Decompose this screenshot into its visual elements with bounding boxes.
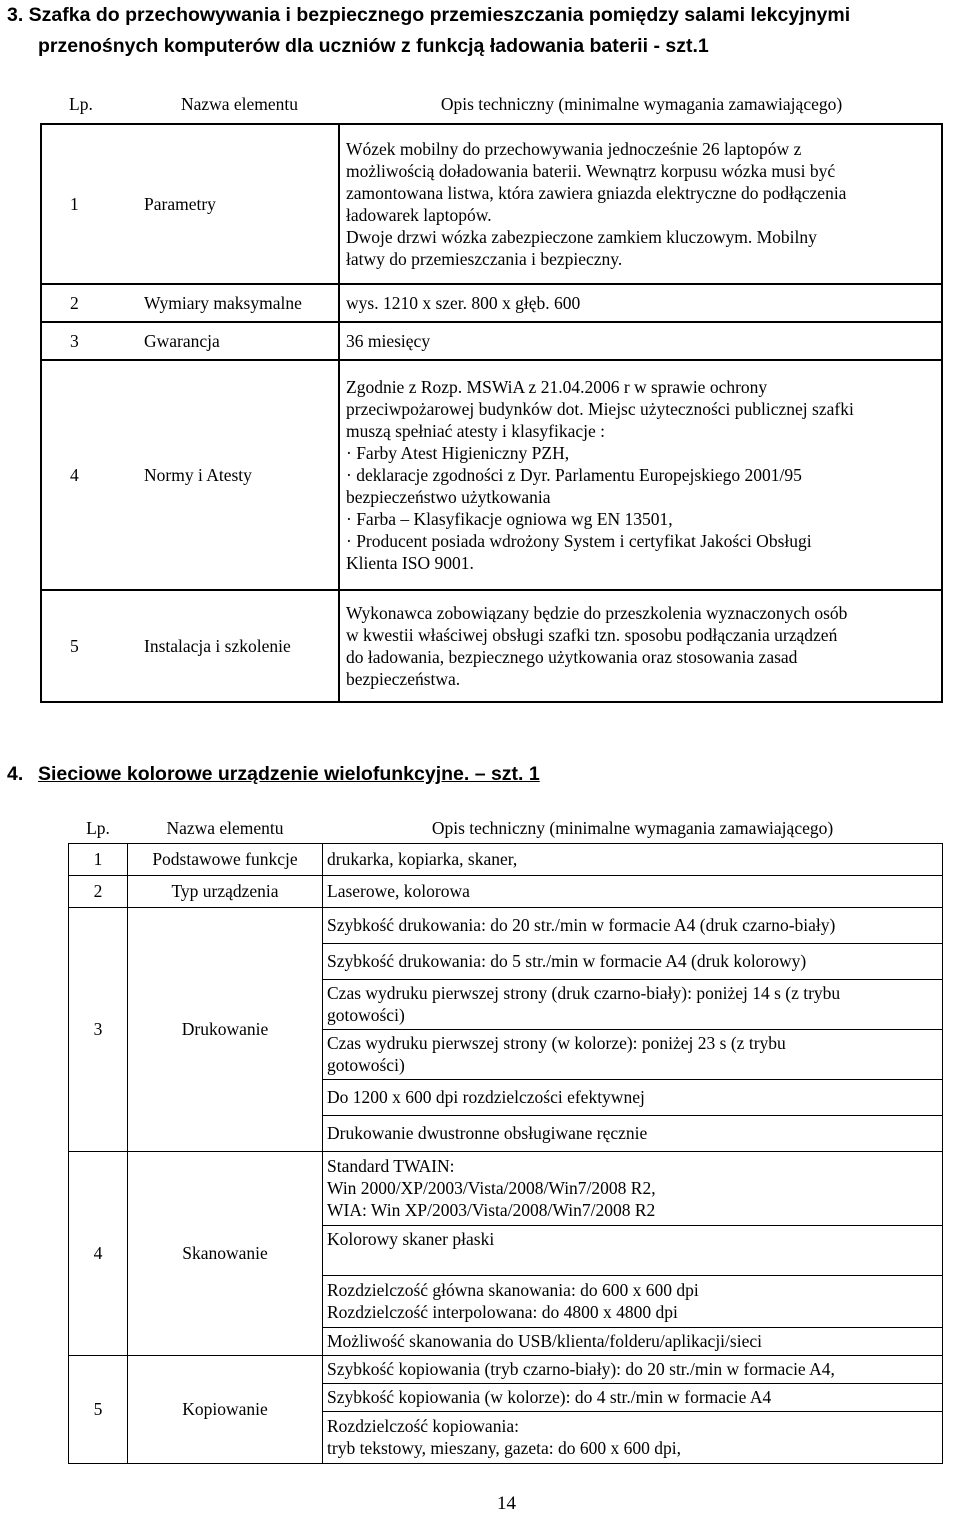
desc-line: · Farba – Klasyfikacje ogniowa wg EN 13501,	[346, 509, 673, 529]
row-lp: 5	[69, 1355, 128, 1463]
header-desc: Opis techniczny (minimalne wymagania zamawiającego)	[339, 84, 942, 124]
row-desc: wys. 1210 x szer. 800 x głęb. 600	[339, 284, 942, 322]
section-4-spec-table	[68, 813, 943, 1464]
desc-line: bezpieczeństwa.	[346, 669, 461, 689]
desc-line: przeciwpożarowej budynków dot. Miejsc użyteczności publicznej szafki	[346, 399, 854, 419]
row-desc	[339, 590, 942, 702]
row-lp: 2	[69, 875, 128, 907]
row-name: Kopiowanie	[128, 1355, 323, 1463]
spec-item: Szybkość drukowania: do 20 str./min w formacie A4 (druk czarno-biały)	[323, 907, 943, 943]
table-row	[41, 124, 942, 284]
section-3-heading-line-2: przenośnych komputerów dla uczniów z funkcją ładowania baterii - szt.1	[38, 35, 709, 57]
desc-line: bezpieczeństwo użytkowania	[346, 487, 551, 507]
row-desc	[339, 124, 942, 284]
row-name: Normy i Atesty	[140, 360, 339, 590]
spec-line: Czas wydruku pierwszej strony (w kolorze): poniżej 23 s (z trybu	[327, 1033, 786, 1053]
desc-line: łatwy do przemieszczania i bezpieczny.	[346, 249, 623, 269]
desc-line: · Farby Atest Higieniczny PZH,	[346, 443, 570, 463]
spec-item	[323, 1275, 943, 1327]
spec-item: Drukowanie dwustronne obsługiwane ręcznie	[323, 1115, 943, 1151]
spec-line: Rozdzielczość interpolowana: do 4800 x 4800 dpi	[327, 1302, 678, 1322]
spec-item	[323, 979, 943, 1029]
spec-item	[323, 1411, 943, 1463]
table-row	[69, 875, 943, 907]
spec-item	[323, 1151, 943, 1225]
header-desc: Opis techniczny (minimalne wymagania zamawiającego)	[431, 817, 834, 838]
section-4-title: Sieciowe kolorowe urządzenie wielofunkcyjne. – szt. 1	[38, 763, 540, 785]
table-row	[41, 322, 942, 360]
spec-item: Do 1200 x 600 dpi rozdzielczości efektywnej	[323, 1079, 943, 1115]
row-name: Gwarancja	[140, 322, 339, 360]
section-3-heading-line-1: 3. Szafka do przechowywania i bezpiecznego przemieszczania pomiędzy salami lekcyjnymi	[7, 4, 851, 26]
spec-line: gotowości)	[327, 1005, 405, 1025]
row-lp: 2	[41, 284, 140, 322]
desc-line: muszą spełniać atesty i klasyfikacje :	[346, 421, 606, 441]
table-row	[69, 1355, 943, 1383]
table-row	[41, 590, 942, 702]
desc-line: · Producent posiada wdrożony System i certyfikat Jakości Obsługi	[346, 531, 812, 551]
desc-line: ładowarek laptopów.	[346, 205, 492, 225]
section-3-spec-table	[40, 84, 943, 703]
spec-line: Rozdzielczość główna skanowania: do 600 x 600 dpi	[327, 1280, 699, 1300]
spec-line: Win 2000/XP/2003/Vista/2008/Win7/2008 R2,	[327, 1178, 656, 1198]
header-name: Nazwa elementu	[166, 817, 284, 838]
row-name: Parametry	[140, 124, 339, 284]
table-row	[41, 284, 942, 322]
table-row	[69, 907, 943, 943]
row-desc: drukarka, kopiarka, skaner,	[323, 843, 943, 875]
row-lp: 4	[41, 360, 140, 590]
row-lp: 1	[69, 843, 128, 875]
header-name: Nazwa elementu	[140, 84, 339, 124]
row-lp: 3	[69, 907, 128, 1151]
desc-line: Wykonawca zobowiązany będzie do przeszkolenia wyznaczonych osób	[346, 603, 848, 623]
table-row	[41, 360, 942, 590]
desc-line: Klienta ISO 9001.	[346, 553, 474, 573]
desc-line: Dwoje drzwi wózka zabezpieczone zamkiem kluczowym. Mobilny	[346, 227, 817, 247]
spec-item: Kolorowy skaner płaski	[323, 1225, 943, 1275]
desc-line: możliwością doładowania baterii. Wewnątrz korpusu wózka musi być	[346, 161, 836, 181]
row-desc: 36 miesięcy	[339, 322, 942, 360]
section-4-heading	[7, 762, 540, 787]
table-row	[69, 1151, 943, 1225]
row-name: Skanowanie	[128, 1151, 323, 1355]
row-desc: Laserowe, kolorowa	[323, 875, 943, 907]
table-row	[69, 843, 943, 875]
page-number: 14	[497, 1493, 516, 1514]
row-name: Wymiary maksymalne	[140, 284, 339, 322]
desc-line: w kwestii właściwej obsługi szafki tzn. sposobu podłączania urządzeń	[346, 625, 838, 645]
table-header-row	[69, 813, 943, 843]
spec-line: tryb tekstowy, mieszany, gazeta: do 600 x 600 dpi,	[327, 1438, 681, 1458]
row-name: Drukowanie	[128, 907, 323, 1151]
spec-line: WIA: Win XP/2003/Vista/2008/Win7/2008 R2	[327, 1200, 656, 1220]
spec-line: Czas wydruku pierwszej strony (druk czarno-biały): poniżej 14 s (z trybu	[327, 983, 841, 1003]
spec-item: Możliwość skanowania do USB/klienta/folderu/aplikacji/sieci	[323, 1327, 943, 1355]
row-lp: 3	[41, 322, 140, 360]
desc-line: do ładowania, bezpiecznego użytkowania oraz stosowania zasad	[346, 647, 798, 667]
desc-line: · deklaracje zgodności z Dyr. Parlamentu Europejskiego 2001/95	[346, 465, 802, 485]
header-lp: Lp.	[86, 817, 110, 838]
header-lp: Lp.	[41, 84, 140, 124]
row-name: Typ urządzenia	[128, 875, 323, 907]
section-4-number: 4.	[7, 763, 24, 785]
table-header-row	[41, 84, 942, 124]
spec-line: gotowości)	[327, 1055, 405, 1075]
row-name: Podstawowe funkcje	[128, 843, 323, 875]
spec-item: Szybkość kopiowania (w kolorze): do 4 str./min w formacie A4	[323, 1383, 943, 1411]
spec-item	[323, 1029, 943, 1079]
row-lp: 5	[41, 590, 140, 702]
row-name: Instalacja i szkolenie	[140, 590, 339, 702]
spec-item: Szybkość drukowania: do 5 str./min w formacie A4 (druk kolorowy)	[323, 943, 943, 979]
row-lp: 4	[69, 1151, 128, 1355]
desc-line: Wózek mobilny do przechowywania jednocześnie 26 laptopów z	[346, 139, 802, 159]
spec-line: Standard TWAIN:	[327, 1156, 455, 1176]
row-desc	[339, 360, 942, 590]
row-lp: 1	[41, 124, 140, 284]
spec-item: Szybkość kopiowania (tryb czarno-biały): do 20 str./min w formacie A4,	[323, 1355, 943, 1383]
desc-line: zamontowana listwa, która zawiera gniazda elektryczne do podłączenia	[346, 183, 847, 203]
desc-line: Zgodnie z Rozp. MSWiA z 21.04.2006 r w sprawie ochrony	[346, 377, 768, 397]
spec-line: Rozdzielczość kopiowania:	[327, 1416, 519, 1436]
